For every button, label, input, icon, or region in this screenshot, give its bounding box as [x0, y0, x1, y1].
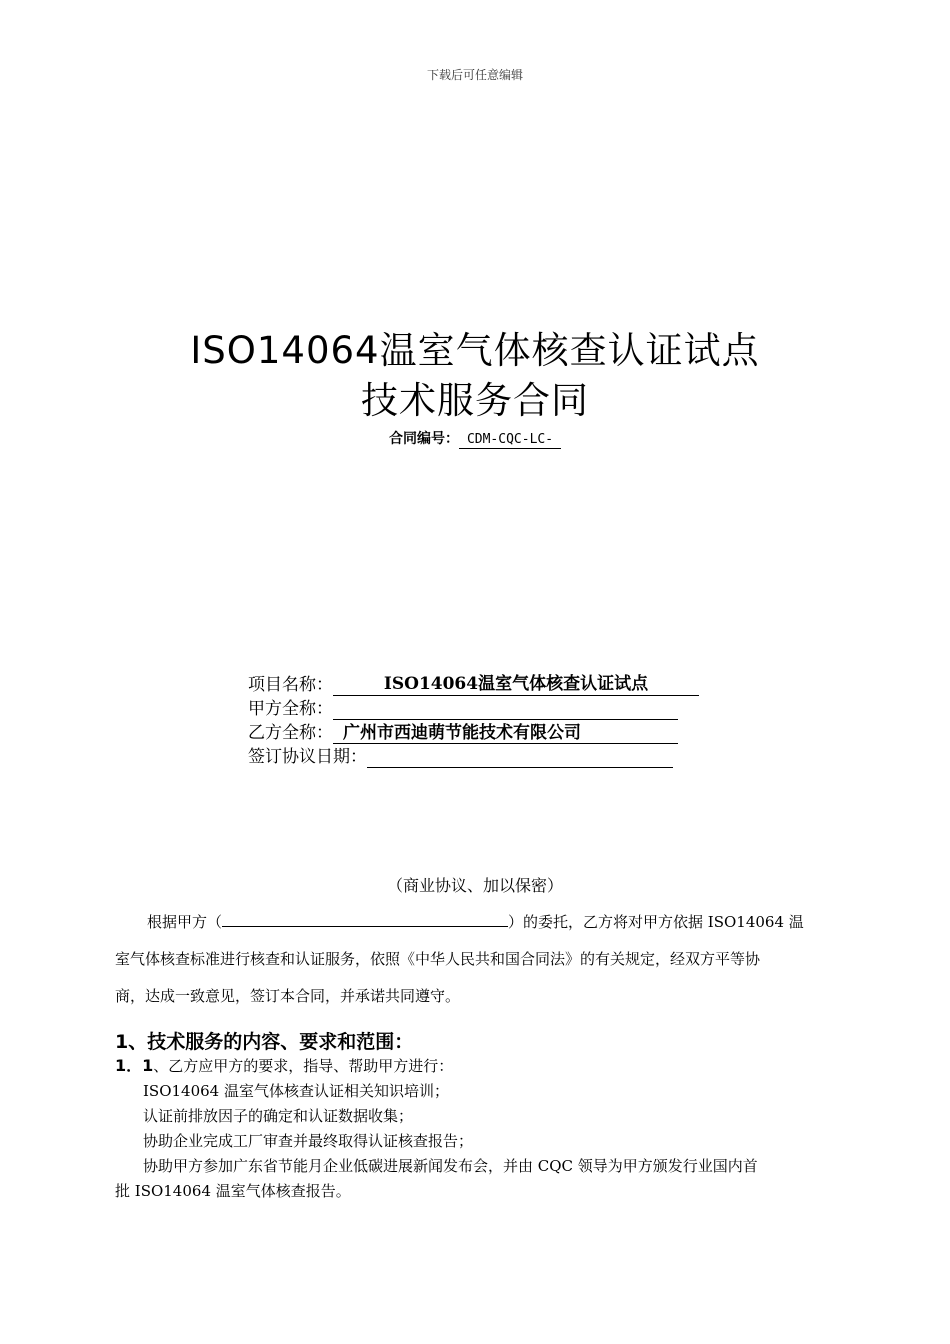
sign-date-row — [248, 746, 673, 770]
contract-number-label: 合同编号： — [388, 431, 459, 447]
body-paragraph-line3: 商，达成一致意见，签订本合同，并承诺共同遵守。 — [115, 987, 461, 1005]
project-name-label: 项目名称： — [248, 675, 333, 695]
contract-number — [0, 428, 950, 449]
party-b-field: 广州市西迪萌节能技术有限公司 — [333, 723, 678, 744]
party-a-row — [248, 698, 678, 722]
list-item: 协助甲方参加广东省节能月企业低碳进展新闻发布会，并由 CQC 领导为甲方颁发行业国内首 — [143, 1157, 758, 1175]
section-1-1-text: 、乙方应甲方的要求，指导、帮助甲方进行： — [153, 1057, 454, 1075]
project-name-field: ISO14064温室气体核查认证试点 — [333, 674, 699, 696]
project-name-row — [248, 674, 699, 698]
list-item: 认证前排放因子的确定和认证数据收集； — [143, 1107, 414, 1125]
party-a-label: 甲方全称： — [248, 699, 333, 719]
party-a-field — [333, 698, 678, 720]
confidential-note: （商业协议、加以保密） — [386, 876, 563, 895]
section-1-1 — [115, 1056, 453, 1076]
document-title-line1: ISO14064温室气体核查认证试点 — [190, 329, 760, 372]
party-b-row — [248, 722, 678, 746]
list-item: 协助企业完成工厂审查并最终取得认证核查报告； — [143, 1132, 474, 1150]
section-1-heading: 1、技术服务的内容、要求和范围： — [115, 1031, 414, 1053]
header-note: 下载后可任意编辑 — [426, 68, 523, 82]
section-1-1-number: 1．1 — [115, 1056, 154, 1075]
body-p1-end: ）的委托，乙方将对甲方依据 ISO14064 温 — [508, 913, 804, 931]
list-item: ISO14064 温室气体核查认证相关知识培训； — [143, 1082, 449, 1100]
sign-date-field — [367, 746, 673, 768]
body-paragraph-line2: 室气体核查标准进行核查和认证服务，依照《中华人民共和国合同法》的有关规定，经双方平等协 — [115, 950, 761, 968]
document-title-line2: 技术服务合同 — [361, 379, 589, 422]
list-item-continuation: 批 ISO14064 温室气体核查报告。 — [115, 1182, 351, 1200]
party-a-blank — [222, 910, 508, 927]
body-paragraph-line1 — [115, 910, 840, 932]
sign-date-label: 签订协议日期： — [248, 747, 367, 767]
party-b-label: 乙方全称： — [248, 723, 333, 743]
contract-number-value: CDM-CQC-LC- — [459, 432, 561, 449]
body-p1-start: 根据甲方（ — [147, 913, 223, 931]
